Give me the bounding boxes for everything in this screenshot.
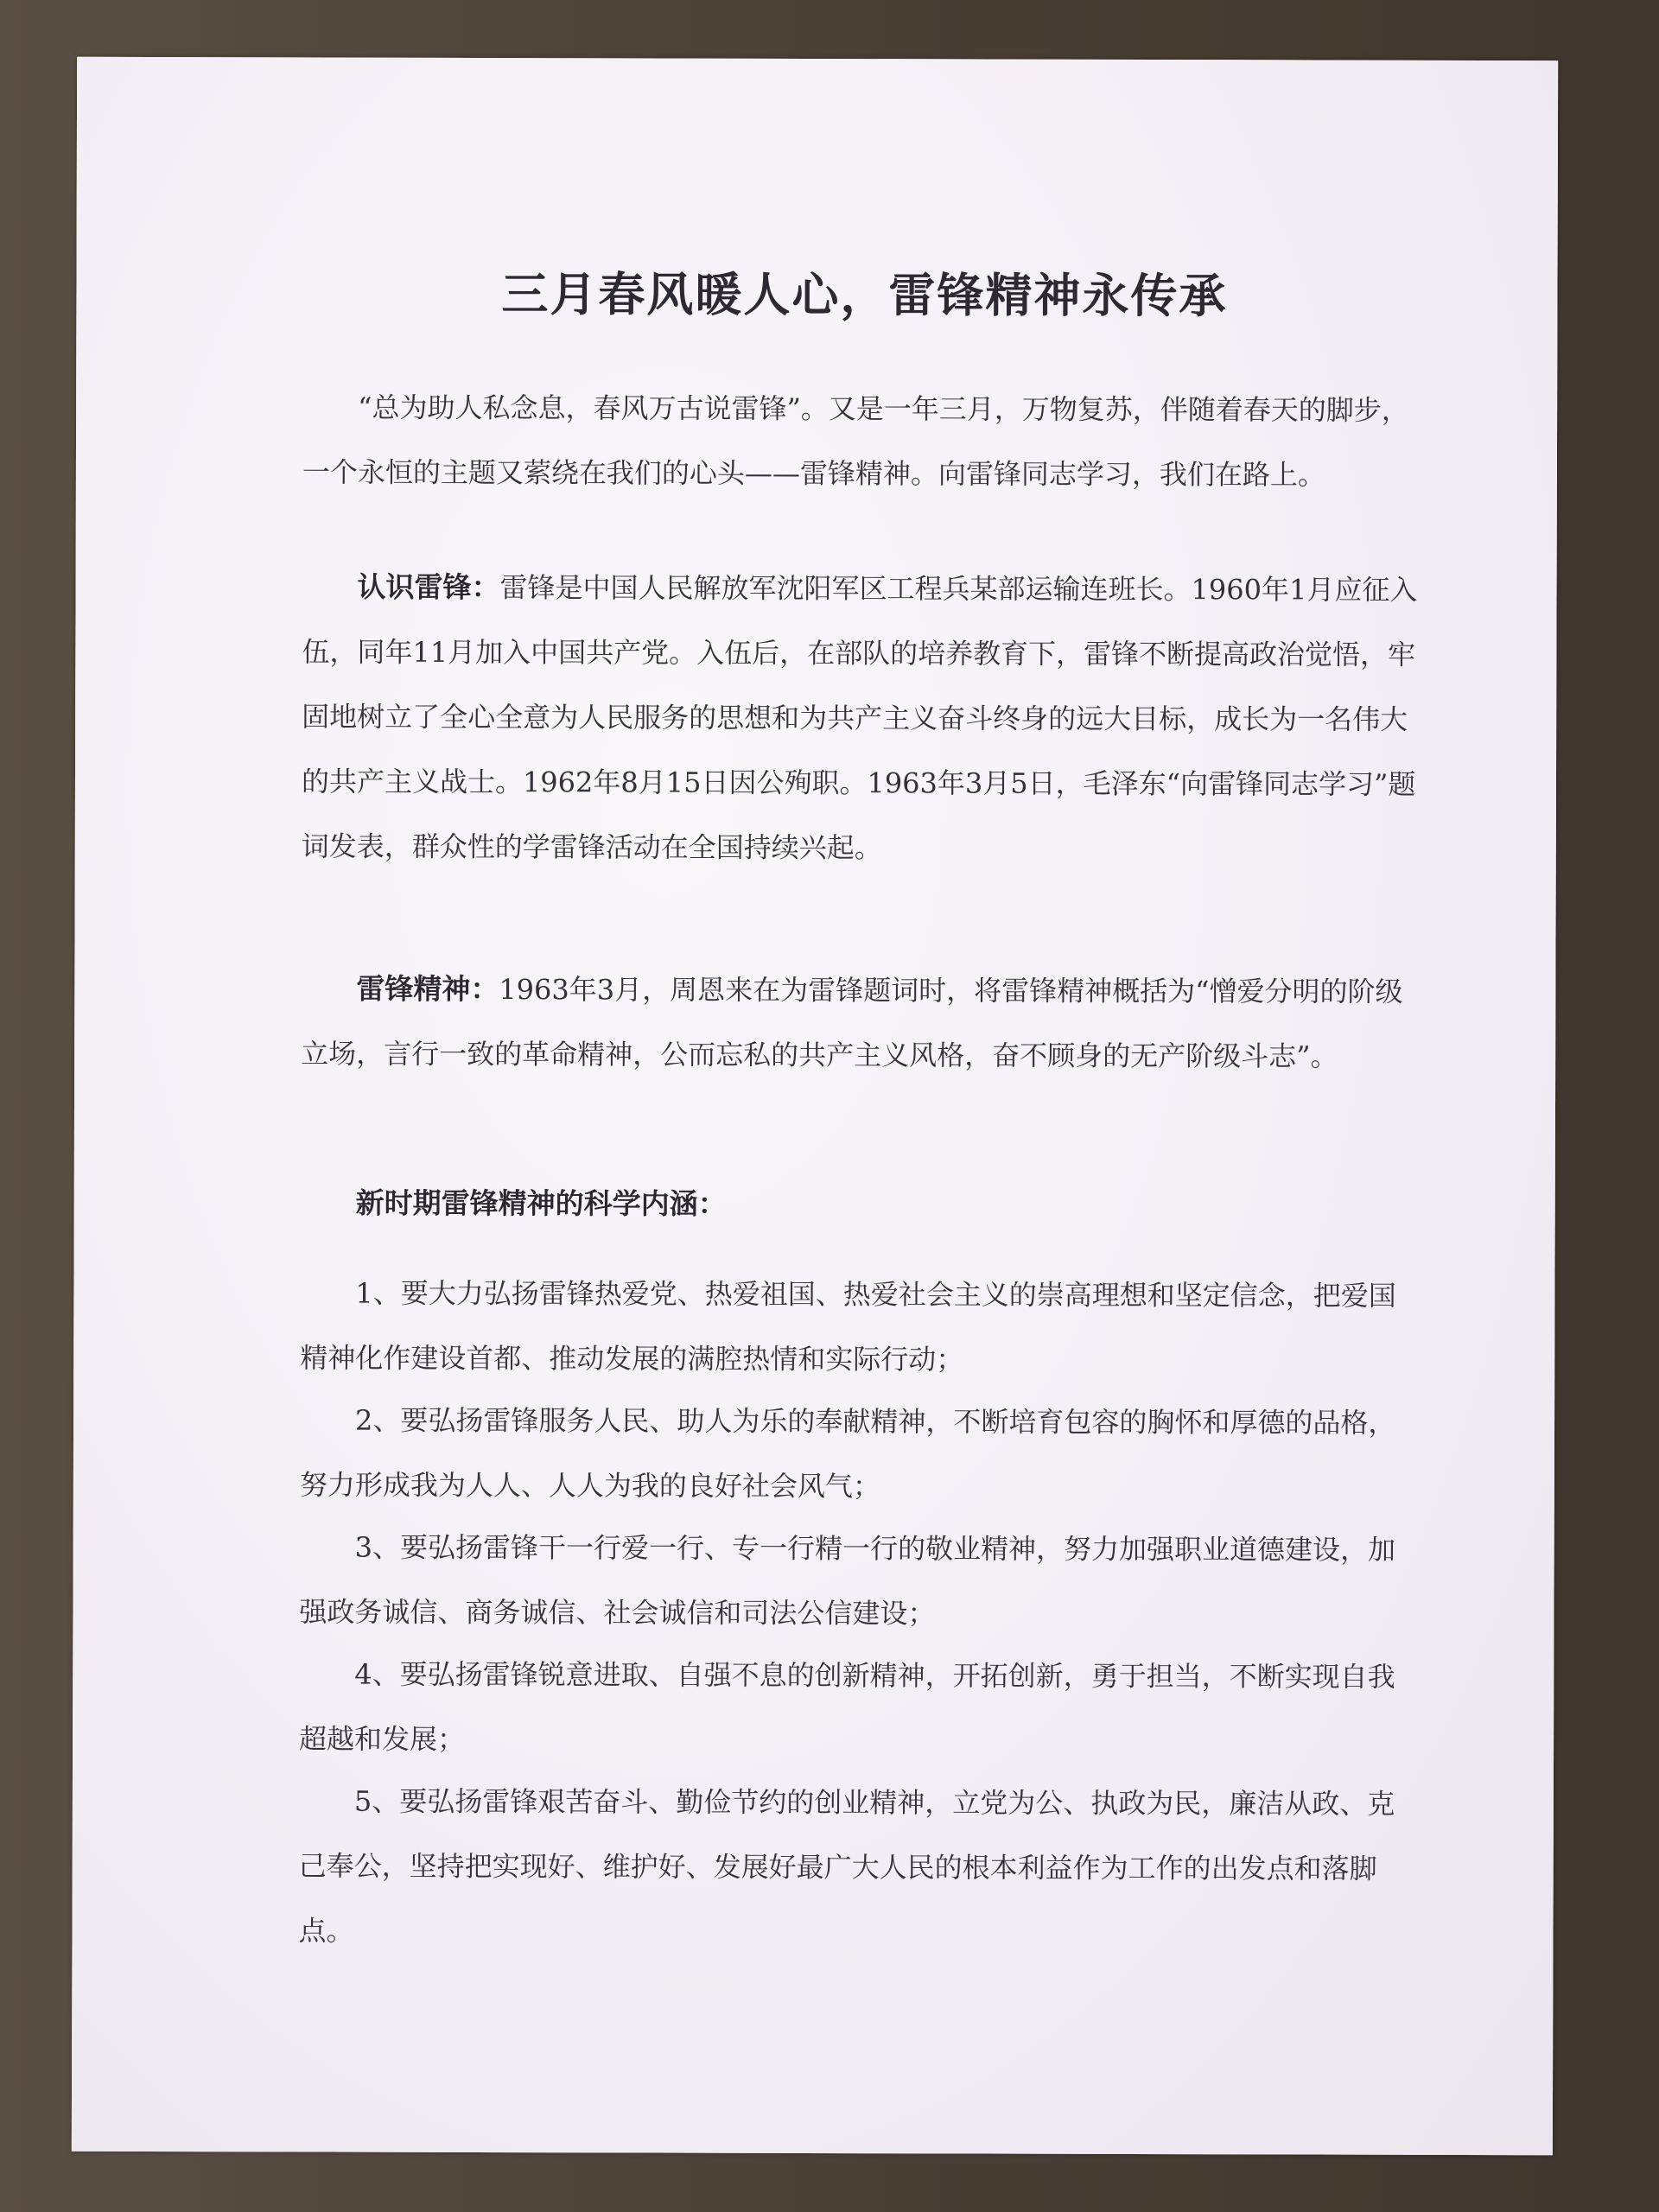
section-connotation-heading: 新时期雷锋精神的科学内涵： [355, 1185, 727, 1221]
list-item: 5、要弘扬雷锋艰苦奋斗、勤俭节约的创业精神，立党为公、执政为民，廉洁从政、克己奉公，坚持把实现好、维护好、发展好最广大人民的根本利益作为工作的出发点和落脚点。 [298, 1784, 1395, 1948]
section-leifeng-spirit-text: 1963年3月，周恩来在为雷锋题词时，将雷锋精神概括为“憎爱分明的阶级立场，言行一致的革命精神，公而忘私的共产主义风格，奋不顾身的无产阶级斗志”。 [301, 973, 1403, 1073]
document-body [298, 57, 1427, 1948]
document-title: 三月春风暖人心，雷锋精神永传承 [501, 266, 1228, 324]
list-item: 2、要弘扬雷锋服务人民、助人为乐的奉献精神，不断培育包容的胸怀和厚德的品格，努力形成我为人人、人人为我的良好社会风气； [299, 1403, 1396, 1503]
section-know-leifeng-text: 雷锋是中国人民解放军沈阳军区工程兵某部运输连班长。1960年1月应征入伍，同年11月加入中国共产党。入伍后，在部队的培养教育下，雷锋不断提高政治觉悟，牢固地树立了全心全意为人民服务的思想和为共产主义奋斗终身的远大目标，成长为一名伟大的共产主义战士。1962年8月15日因公殉职。1963年3月5日，毛泽东“向雷锋同志学习”题词发表，群众性的学雷锋活动在全国持续兴起。 [301, 571, 1418, 865]
list-item: 3、要弘扬雷锋干一行爱一行、专一行精一行的敬业精神，努力加强职业道德建设，加强政务诚信、商务诚信、社会诚信和司法公信建设； [299, 1530, 1396, 1630]
list-item: 1、要大力弘扬雷锋热爱党、热爱祖国、热爱社会主义的崇高理想和坚定信念，把爱国精神化作建设首都、推动发展的满腔热情和实际行动； [300, 1276, 1396, 1376]
section-know-leifeng-label: 认识雷锋： [357, 569, 500, 605]
section-leifeng-spirit [301, 956, 1424, 1089]
section-know-leifeng [302, 554, 1426, 881]
intro-paragraph: “总为助人私念息，春风万古说雷锋”。又是一年三月，万物复苏，伴随着春天的脚步，一个永恒的主题又萦绕在我们的心头——雷锋精神。向雷锋同志学习，我们在路上。 [302, 391, 1409, 492]
section-leifeng-spirit-label: 雷锋精神： [356, 971, 499, 1007]
list-item: 4、要弘扬雷锋锐意进取、自强不息的创新精神，开拓创新，勇于担当，不断实现自我超越和发展； [299, 1657, 1395, 1756]
paper-sheet [72, 57, 1558, 2155]
